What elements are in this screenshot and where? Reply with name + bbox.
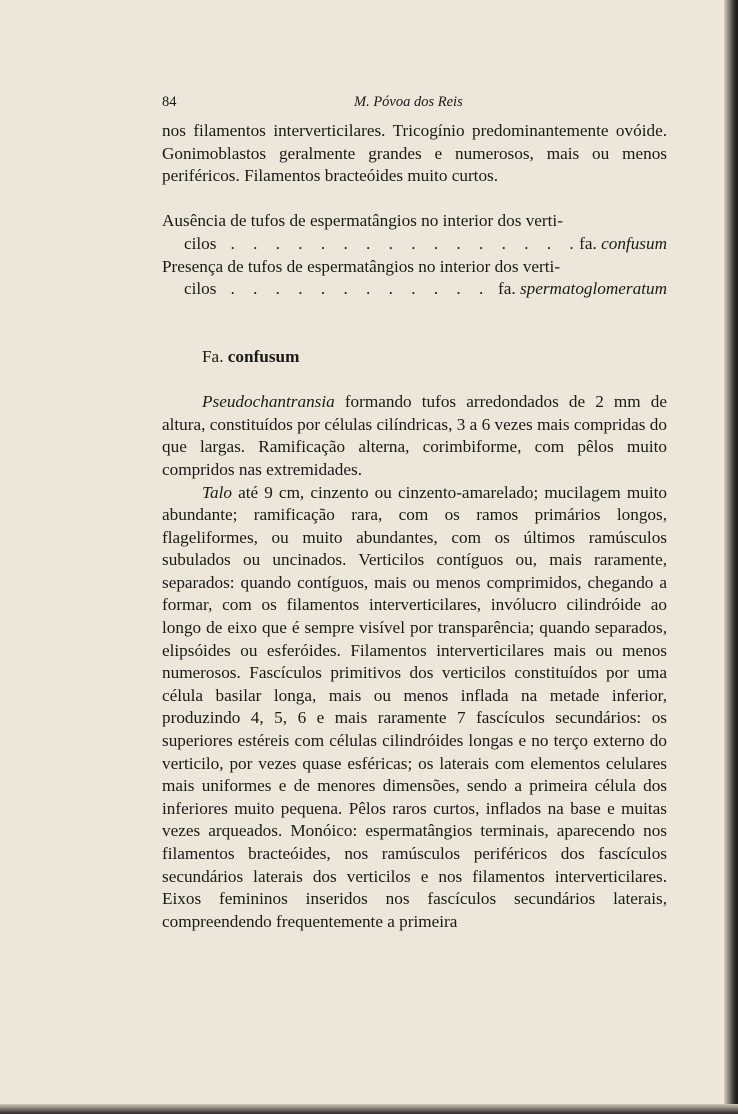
paragraph-text: formando tufos arredondados de 2 mm de altura, constituídos por células cilíndricas, 3 a 6 vezes mais compridas do que largas. Ramificação alterna, corimbiforme, com pêlos muito compridos nas extremidades. [162, 392, 667, 479]
spacer [162, 301, 667, 324]
page-edge-shadow-right [724, 0, 738, 1114]
page-header [162, 94, 667, 114]
key-line-1a: Ausência de tufos de espermatângios no interior dos verti- [162, 211, 563, 231]
key-entry-2 [162, 278, 667, 301]
key-rank-1: fa. [579, 233, 597, 253]
paragraph-text: até 9 cm, cinzento ou cinzento-amarelado; mucilagem muito abundante; ramificação rara, com os ramos primários longos, flageliformes, ou muito abundantes, com os últimos ramúsculos subulados ou uncinados. Verticilos contíguos ou, mais raramente, separados: quando contíguos, mais ou menos comprimidos, chegando a formar, com os filamentos interverticilares, invólucro cilindróide ao longo de eixo que é sempre visível por transparência; quando separados, elipsóides ou esferóides. Filamentos interverticilares mais ou menos numerosos. Fascículos primitivos dos verticilos constituídos por uma célula basilar longa, mais ou menos inflada na metade inferior, produzindo 4, 5, 6 e mais raramente 7 fascículos secundários: os superiores estéreis com células cilindróides longas e no terço externo do verticilo, por vezes quase esféricas; os laterais com elementos celulares mais uniformes e de menores dimensões, sendo a primeira célula dos inferiores muito pequena. Pêlos raros curtos, inflados na base e muitas vezes arqueados. Monóico: espermatângios terminais, aparecendo nos filamentos bracteóides, nos ramúsculos periféricos dos fascículos secundários laterais dos verticilos e nos filamentos interverticilares. Eixos femininos inseridos nos fascículos secundários laterais, compreendendo frequentemente a primeira [162, 482, 667, 931]
section-rank: Fa. [202, 346, 224, 366]
italic-term: Pseudochantransia [202, 392, 335, 412]
key-line-2b: cilos [184, 279, 217, 299]
section-name: confusum [227, 346, 300, 366]
key-taxon-2: spermatoglomeratum [519, 279, 667, 299]
spacer [162, 369, 667, 392]
paragraph-talo [162, 482, 667, 934]
page-edge-shadow-bottom [0, 1104, 738, 1114]
italic-term: Talo [202, 482, 232, 502]
key-taxon-1: confusum [601, 233, 667, 253]
spacer [162, 188, 667, 211]
key-line-1b: cilos [184, 233, 217, 253]
dot-leader [230, 278, 498, 301]
paragraph-continuation: nos filamentos interverticilares. Tricogínio predominantemente ovóide. Gonimoblastos geralmente grandes e numerosos, mais ou menos periféricos. Filamentos bracteóides muito curtos. [162, 121, 667, 186]
paragraph-pseudochantransia [162, 391, 667, 481]
running-title: M. Póvoa dos Reis [354, 94, 463, 110]
page-number: 84 [162, 94, 177, 110]
body-text [162, 120, 667, 933]
section-heading [162, 346, 667, 369]
dot-leader [230, 233, 579, 256]
spacer [162, 323, 667, 346]
key-line-2a: Presença de tufos de espermatângios no interior dos verti- [162, 256, 561, 276]
key-rank-2: fa. [498, 279, 516, 299]
key-entry-1 [162, 233, 667, 256]
